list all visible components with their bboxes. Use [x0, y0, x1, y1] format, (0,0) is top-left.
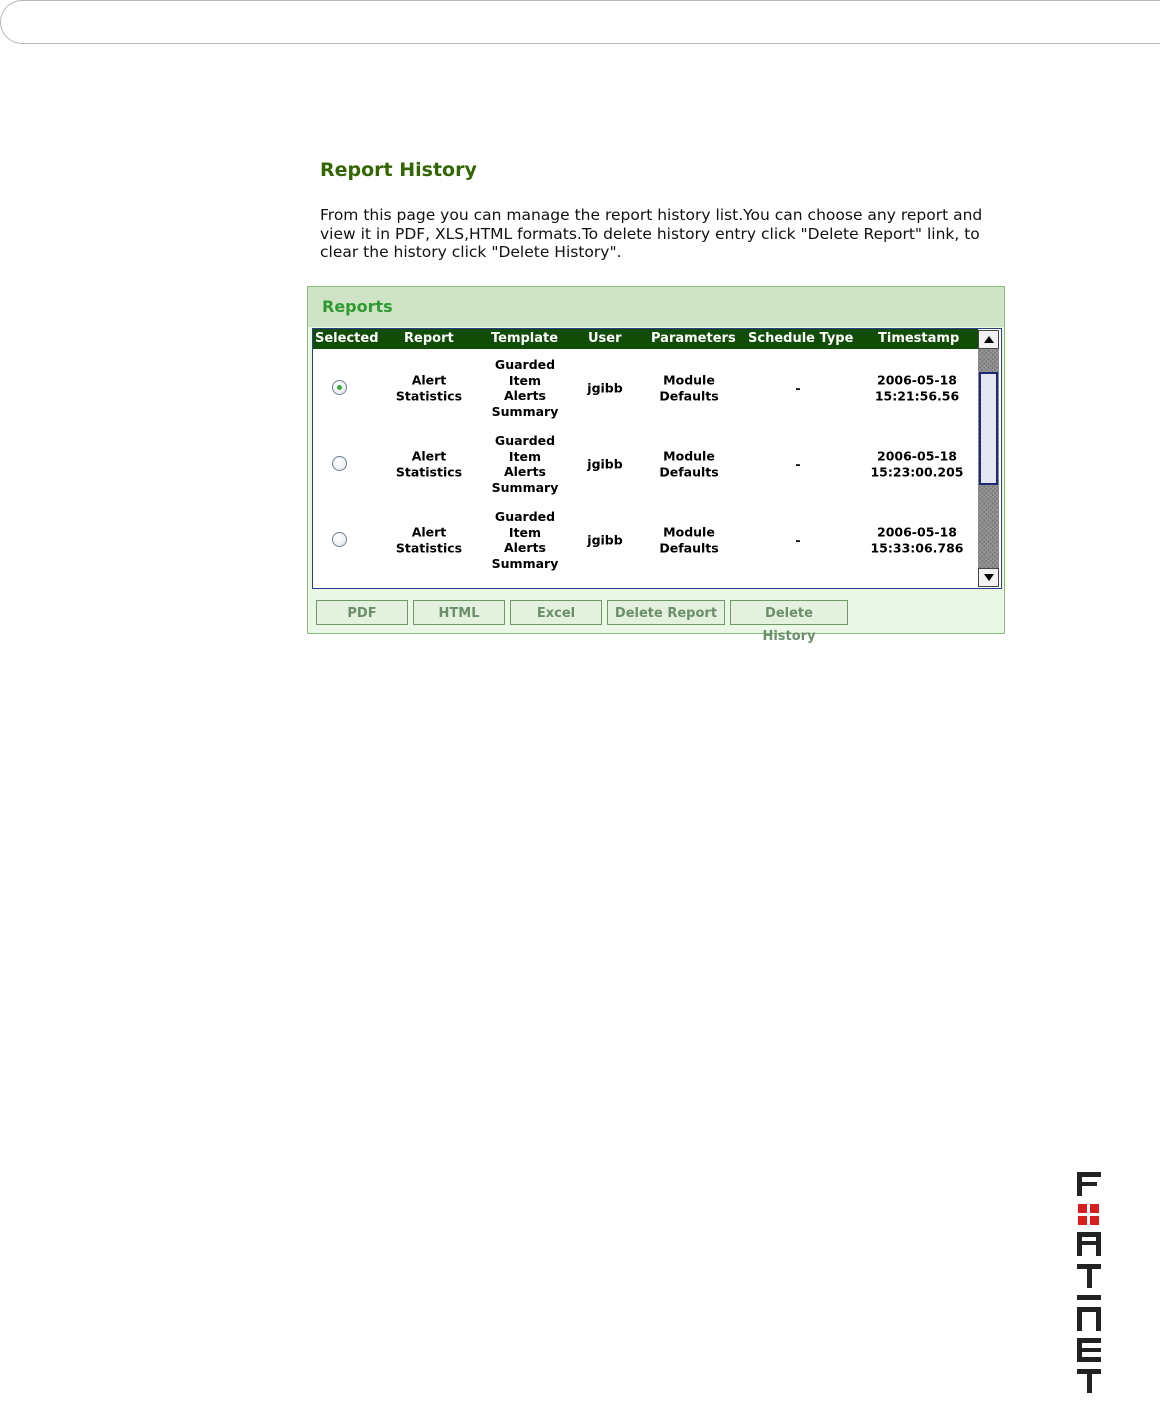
col-report[interactable]: Report [404, 331, 454, 346]
report-cell: Alert Statistics [395, 448, 463, 479]
row-select-radio[interactable] [332, 456, 347, 471]
scroll-up-button[interactable] [978, 330, 999, 349]
delete-history-button[interactable]: Delete History [730, 600, 848, 625]
col-parameters[interactable]: Parameters [651, 331, 736, 346]
schedule-cell: - [795, 380, 801, 396]
fortinet-logo [1074, 1170, 1104, 1400]
excel-button[interactable]: Excel [510, 600, 602, 625]
template-cell: Guarded Item Alerts Summary [491, 433, 559, 495]
table-row[interactable] [313, 426, 978, 502]
table-header [313, 329, 978, 349]
col-selected[interactable]: Selected [315, 331, 379, 346]
col-user[interactable]: User [588, 331, 622, 346]
panel-header [308, 287, 1004, 327]
user-cell: jgibb [587, 456, 623, 472]
panel-title: Reports [322, 297, 393, 316]
parameters-cell: Module Defaults [659, 524, 719, 555]
delete-report-button[interactable]: Delete Report [607, 600, 725, 625]
parameters-cell: Module Defaults [659, 372, 719, 403]
intro-text: From this page you can manage the report history list.You can choose any report and view it in PDF, XLS,HTML formats.To delete history entry click "Delete Report" link, to clear the history click "Delete History". [320, 206, 983, 261]
vertical-scrollbar[interactable] [978, 330, 999, 587]
arrow-down-icon [984, 574, 994, 581]
template-cell: Guarded Item Alerts Summary [491, 509, 559, 571]
reports-table [312, 328, 1002, 589]
user-cell: jgibb [587, 380, 623, 396]
scroll-down-button[interactable] [978, 568, 999, 587]
col-timestamp[interactable]: Timestamp [878, 331, 960, 346]
scroll-track[interactable] [978, 349, 999, 568]
timestamp-cell: 2006-05-18 15:33:06.786 [870, 524, 964, 555]
top-tab-frame [0, 0, 1160, 44]
schedule-cell: - [795, 456, 801, 472]
row-select-radio[interactable] [332, 380, 347, 395]
arrow-up-icon [984, 336, 994, 343]
col-schedule-type[interactable]: Schedule Type [748, 331, 854, 346]
scroll-thumb[interactable] [979, 372, 998, 485]
user-cell: jgibb [587, 532, 623, 548]
timestamp-cell: 2006-05-18 15:23:00.205 [870, 448, 964, 479]
schedule-cell: - [795, 532, 801, 548]
page-title: Report History [320, 159, 477, 181]
html-button[interactable]: HTML [413, 600, 505, 625]
row-select-radio[interactable] [332, 532, 347, 547]
col-template[interactable]: Template [491, 331, 559, 346]
pdf-button[interactable]: PDF [316, 600, 408, 625]
report-cell: Alert Statistics [395, 372, 463, 403]
reports-panel [307, 286, 1005, 644]
template-cell: Guarded Item Alerts Summary [491, 357, 559, 419]
table-row[interactable] [313, 502, 978, 578]
table-row[interactable] [313, 350, 978, 426]
timestamp-cell: 2006-05-18 15:21:56.56 [874, 372, 960, 403]
report-cell: Alert Statistics [395, 524, 463, 555]
parameters-cell: Module Defaults [659, 448, 719, 479]
